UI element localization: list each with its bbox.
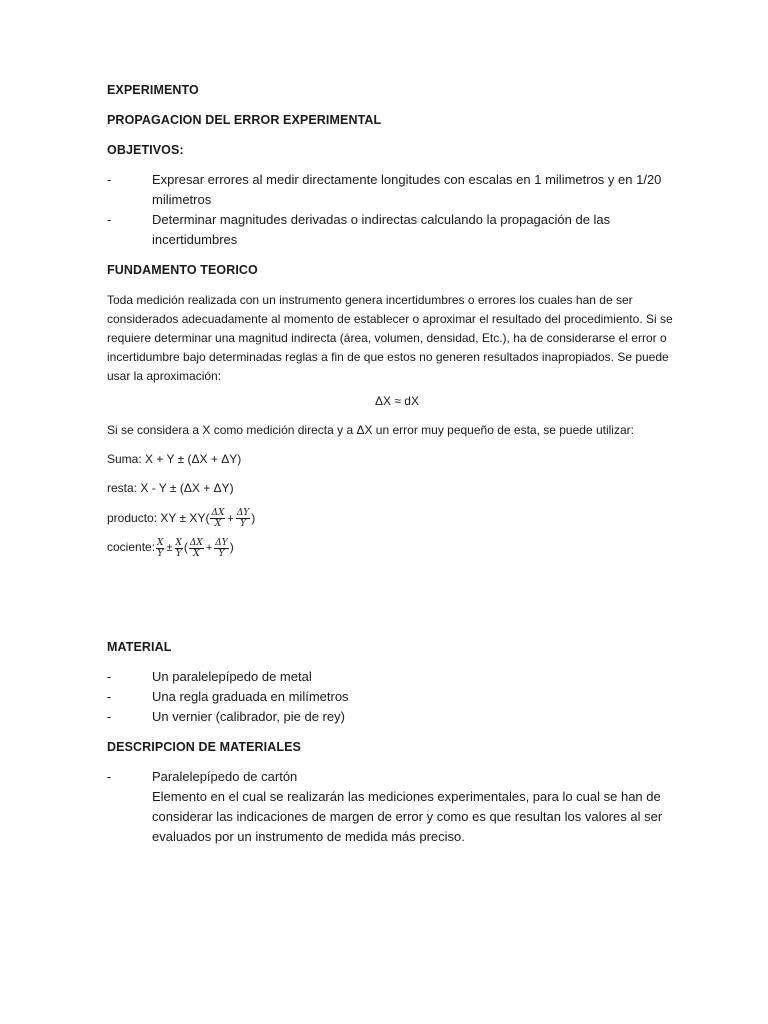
descripcion-item: Paralelepípedo de cartón [152,768,298,784]
formula-label: Suma: [107,452,142,466]
list-item [107,707,687,727]
list-item [107,210,687,250]
close-paren: ) [229,540,234,555]
materiales-list [107,667,687,727]
fraction: $\frac{\Delta Y}{Y}$ [236,508,250,530]
material-text: Un vernier (calibrador, pie de rey) [152,708,345,724]
document-title: PROPAGACION DEL ERROR EXPERIMENTAL [107,113,382,127]
list-item [107,767,687,787]
material-text: Un paralelepípedo de metal [152,668,312,684]
formula-producto: producto: XY ± XY( $\frac{\Delta X}{X}$ + $\frac{\Delta Y}{Y}$ ) [107,508,256,530]
material-text: Una regla graduada en milímetros [152,688,349,704]
fraction: $\frac{\Delta Y}{Y}$ [215,537,228,559]
descripcion-body: Elemento en el cual se realizarán las mediciones experimentales, para lo cual se han de considerar las indicaciones de margen de error y como es que resultan los valores al ser evaluados por un instrumento de medida más preciso. [152,788,663,844]
dash-bullet: - [107,768,112,784]
descripcion-list [107,767,687,787]
formula-resta [107,478,687,498]
formula-expression: X - Y ± (ΔX + ΔY) [140,481,234,495]
fraction: $\frac{\Delta X}{X}$ [211,508,225,530]
heading-descripcion: DESCRIPCION DE MATERIALES [107,739,301,754]
formula-expression: X + Y ± (ΔX + ΔY) [145,452,242,466]
fraction: $\frac{X}{Y}$ [157,537,164,559]
dash-bullet: - [107,668,112,684]
heading-material: MATERIAL [107,639,172,654]
formula-label: producto: [107,511,158,525]
fraction: $\frac{\Delta X}{X}$ [189,537,203,559]
dash-bullet: - [107,172,112,187]
list-item [107,170,687,210]
document-page [107,80,687,847]
dash-bullet: - [107,708,112,724]
list-item [107,667,687,687]
objetivo-text: Determinar magnitudes derivadas o indirectas calculando la propagación de las incertidumbres [152,212,611,247]
heading-objetivos: OBJETIVOS: [107,143,184,157]
formula-label: resta: [107,481,138,495]
fundamento-paragraph: Toda medición realizada con un instrumento genera incertidumbres o errores los cuales han de ser considerados adecuadamente al momento de establecer o aproximar el resultado del procedimiento. Si se requiere determinar una magnitud indirecta (área, volumen, densidad, Etc.), ha de considerarse el error o incertidumbre bajo determinadas reglas a fin de que estos no generen resultados inapropiados. Se puede usar la aproximación: [107,293,673,383]
formula-label: cociente: [107,540,156,555]
dash-bullet: - [107,212,112,227]
close-paren: ) [251,511,256,525]
objetivo-text: Expresar errores al medir directamente longitudes con escalas en 1 milimetros y en 1/20 milimetros [152,172,662,207]
formula-expression: XY ± XY( [160,511,210,525]
objetivos-list [107,170,687,250]
list-item [107,687,687,707]
heading-fundamento: FUNDAMENTO TEORICO [107,263,258,277]
open-paren: ( [183,540,188,555]
fraction: $\frac{X}{Y}$ [175,537,182,559]
direct-measure-text: Si se considera a X como medición directa y a ΔX un error muy pequeño de esta, se puede utilizar: [107,423,634,437]
formula-suma [107,449,687,469]
formula-cociente: cociente: $\frac{X}{Y}$ ± $\frac{X}{Y}$ ( $\frac{\Delta X}{X}$ + $\frac{\Delta Y}{Y}$ ) [107,537,234,559]
dash-bullet: - [107,688,112,704]
approximation-formula: ΔX ≈ dX [375,394,419,408]
heading-experimento: EXPERIMENTO [107,83,199,97]
